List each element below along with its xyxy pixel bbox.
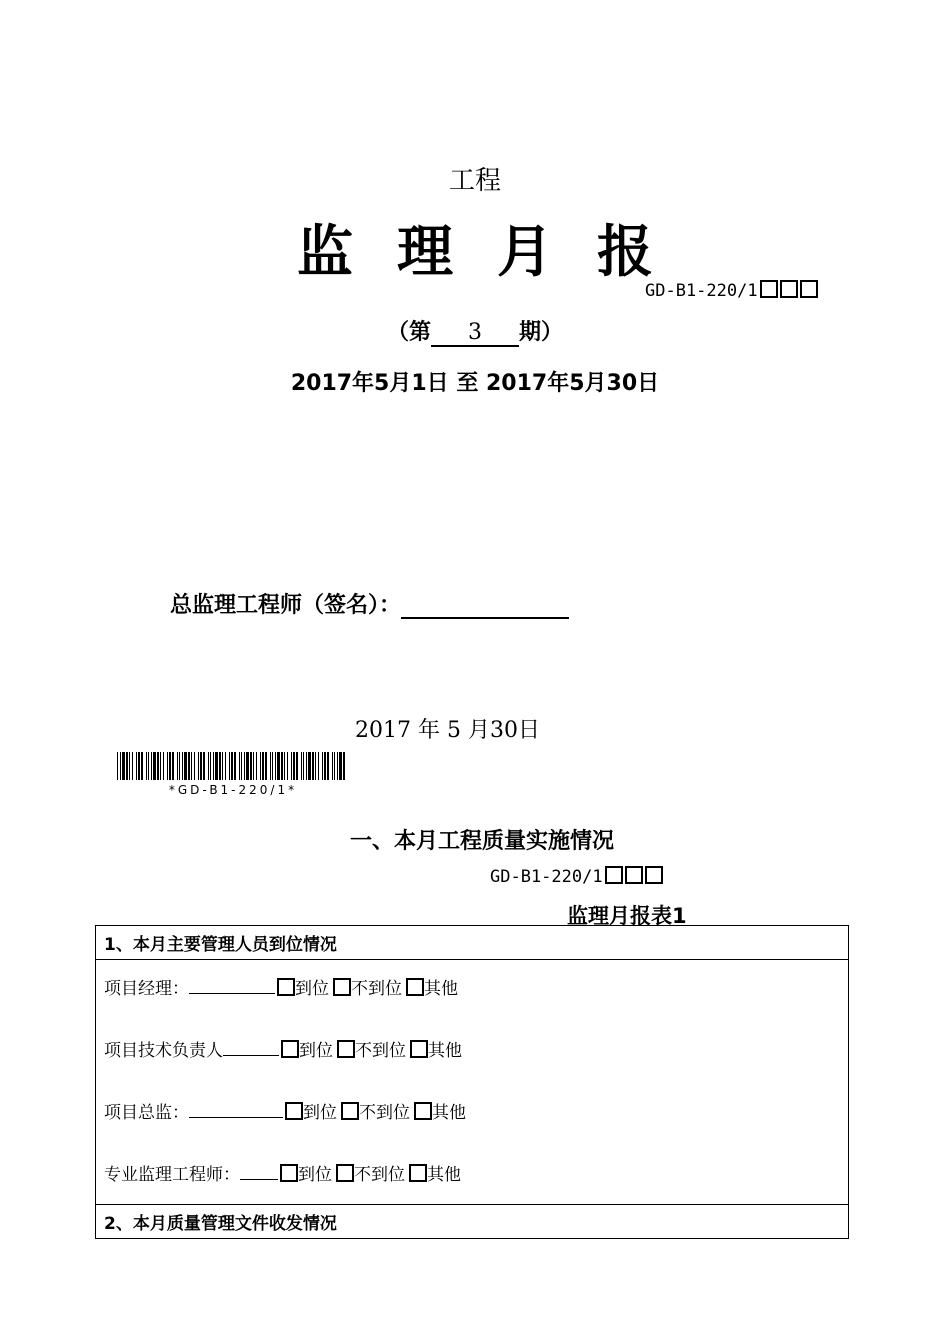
- barcode-bar: [126, 752, 128, 780]
- barcode-text: *GD-B1-220/1*: [168, 783, 298, 797]
- status-option-label: 其他: [432, 1103, 466, 1123]
- barcode-bar: [198, 752, 199, 780]
- barcode-bar: [284, 752, 285, 780]
- form-code: [645, 280, 818, 301]
- status-checkbox[interactable]: [410, 1040, 428, 1058]
- barcode-bar: [208, 752, 209, 780]
- status-option-label: 不到位: [355, 1041, 406, 1061]
- barcode-bar: [287, 752, 288, 780]
- barcode-bar: [182, 752, 183, 780]
- barcode-bar: [241, 752, 242, 780]
- barcode-bar: [308, 752, 311, 780]
- status-checkbox[interactable]: [414, 1102, 432, 1120]
- barcode-bar: [120, 752, 121, 780]
- barcode-bar: [327, 752, 329, 780]
- status-checkbox[interactable]: [280, 1164, 298, 1182]
- name-blank[interactable]: [189, 1099, 283, 1118]
- barcode-bar: [339, 752, 342, 780]
- barcode-bar: [146, 752, 147, 780]
- barcode-bar: [117, 752, 118, 780]
- barcode-bar: [291, 752, 292, 780]
- issue-number-value: 3: [431, 320, 519, 347]
- barcode-bar: [260, 752, 261, 780]
- status-option-label: 不到位: [354, 1165, 405, 1185]
- status-option-label: 其他: [428, 1041, 462, 1061]
- barcode-bar: [334, 752, 335, 780]
- barcode-bar: [315, 752, 316, 780]
- status-checkbox[interactable]: [406, 978, 424, 996]
- personnel-row: [104, 974, 840, 1036]
- barcode-bar: [293, 752, 295, 780]
- barcode-bar: [172, 752, 174, 780]
- checkbox[interactable]: [800, 280, 818, 298]
- status-checkbox[interactable]: [336, 1164, 354, 1182]
- barcode-bar: [272, 752, 273, 780]
- barcode-bar: [219, 752, 221, 780]
- barcode-bar: [122, 752, 125, 780]
- barcode-bar: [265, 752, 267, 780]
- sign-date: 2017 年 5 月30日: [355, 718, 540, 743]
- checkbox[interactable]: [645, 866, 663, 884]
- barcode-bar: [153, 752, 156, 780]
- barcode-bar: [256, 752, 257, 780]
- barcode-bar: [322, 752, 323, 780]
- table-row-title: 1、本月主要管理人员到位情况: [96, 926, 848, 960]
- barcode-bar: [213, 752, 214, 780]
- issue-suffix: 期）: [519, 320, 564, 345]
- checkbox[interactable]: [605, 866, 623, 884]
- project-title: 工程: [448, 166, 501, 196]
- barcode-bar: [163, 752, 164, 780]
- report-period: 2017年5月1日 至 2017年5月30日: [290, 371, 660, 396]
- barcode-bar: [229, 752, 230, 780]
- signature-line[interactable]: [401, 593, 569, 619]
- barcode-bar: [281, 752, 283, 780]
- status-checkbox[interactable]: [409, 1164, 427, 1182]
- barcode-bar: [194, 752, 195, 780]
- barcode-bar: [148, 752, 149, 780]
- form-code-text: GD-B1-220/1: [490, 867, 603, 887]
- barcode-bar: [250, 752, 252, 780]
- status-checkbox[interactable]: [337, 1040, 355, 1058]
- form-code-2: [490, 866, 663, 887]
- status-checkbox[interactable]: [277, 978, 295, 996]
- report-table: [95, 925, 849, 1239]
- barcode-bar: [275, 752, 276, 780]
- barcode-bar: [138, 752, 140, 780]
- personnel-label: 专业监理工程师：: [104, 1165, 240, 1185]
- barcode-bar: [188, 752, 190, 780]
- name-blank[interactable]: [189, 975, 275, 994]
- status-option-label: 到位: [303, 1103, 337, 1123]
- barcode-bar: [169, 752, 171, 780]
- barcode-bar: [270, 752, 271, 780]
- barcode-bar: [184, 752, 187, 780]
- barcode-bar: [343, 752, 345, 780]
- personnel-label: 项目经理：: [104, 979, 189, 999]
- barcode-bar: [301, 752, 302, 780]
- name-blank[interactable]: [223, 1037, 279, 1056]
- barcode-bar: [231, 752, 233, 780]
- name-blank[interactable]: [240, 1161, 278, 1180]
- personnel-row: [104, 1098, 840, 1160]
- table-name: 监理月报表1: [567, 904, 687, 928]
- barcode-bar: [253, 752, 254, 780]
- barcode-bar: [157, 752, 159, 780]
- checkbox[interactable]: [625, 866, 643, 884]
- barcode-bar: [303, 752, 304, 780]
- status-option-label: 其他: [427, 1165, 461, 1185]
- barcode-bar: [167, 752, 168, 780]
- checkbox[interactable]: [760, 280, 778, 298]
- form-code-text: GD-B1-220/1: [645, 281, 758, 301]
- status-checkbox[interactable]: [333, 978, 351, 996]
- barcode-bar: [132, 752, 133, 780]
- status-option-label: 不到位: [359, 1103, 410, 1123]
- barcode-bar: [177, 752, 178, 780]
- barcode-bar: [296, 752, 298, 780]
- barcode-bar: [332, 752, 333, 780]
- barcode-bar: [244, 752, 245, 780]
- barcode: [117, 752, 349, 797]
- section-title: 一、本月工程质量实施情况: [350, 829, 615, 854]
- barcode-bar: [129, 752, 130, 780]
- personnel-list: [96, 960, 848, 1205]
- barcode-bar: [225, 752, 226, 780]
- barcode-bar: [210, 752, 211, 780]
- status-option-label: 不到位: [351, 979, 402, 999]
- barcode-bar: [262, 752, 264, 780]
- barcode-bar: [277, 752, 280, 780]
- barcode-bar: [337, 752, 338, 780]
- barcode-bar: [141, 752, 143, 780]
- barcode-bar: [179, 752, 180, 780]
- status-option-label: 到位: [295, 979, 329, 999]
- personnel-row: [104, 1036, 840, 1098]
- chief-engineer-signature: [170, 588, 569, 619]
- barcode-bar: [318, 752, 319, 780]
- status-checkbox[interactable]: [281, 1040, 299, 1058]
- table-row-title: 2、本月质量管理文件收发情况: [104, 1214, 337, 1234]
- barcode-bar: [136, 752, 137, 780]
- barcode-bar: [203, 752, 205, 780]
- issue-prefix: （第: [386, 320, 431, 345]
- barcode-bar: [191, 752, 192, 780]
- status-option-label: 其他: [424, 979, 458, 999]
- status-option-label: 到位: [299, 1041, 333, 1061]
- barcode-bar: [246, 752, 249, 780]
- issue-number: [0, 315, 950, 347]
- status-option-label: 到位: [298, 1165, 332, 1185]
- barcode-bar: [200, 752, 202, 780]
- personnel-label: 项目总监：: [104, 1103, 189, 1123]
- barcode-bar: [312, 752, 314, 780]
- barcode-bar: [151, 752, 152, 780]
- status-checkbox[interactable]: [341, 1102, 359, 1120]
- barcode-bar: [215, 752, 218, 780]
- signature-label: 总监理工程师（签名）：: [170, 593, 402, 618]
- report-title: 监理月报: [297, 220, 697, 285]
- barcode-bar: [222, 752, 223, 780]
- barcode-bar: [234, 752, 236, 780]
- personnel-label: 项目技术负责人: [104, 1041, 223, 1061]
- status-checkbox[interactable]: [285, 1102, 303, 1120]
- barcode-image: [117, 752, 349, 797]
- checkbox[interactable]: [780, 280, 798, 298]
- barcode-bar: [324, 752, 326, 780]
- barcode-bar: [239, 752, 240, 780]
- barcode-bar: [160, 752, 161, 780]
- barcode-bar: [306, 752, 307, 780]
